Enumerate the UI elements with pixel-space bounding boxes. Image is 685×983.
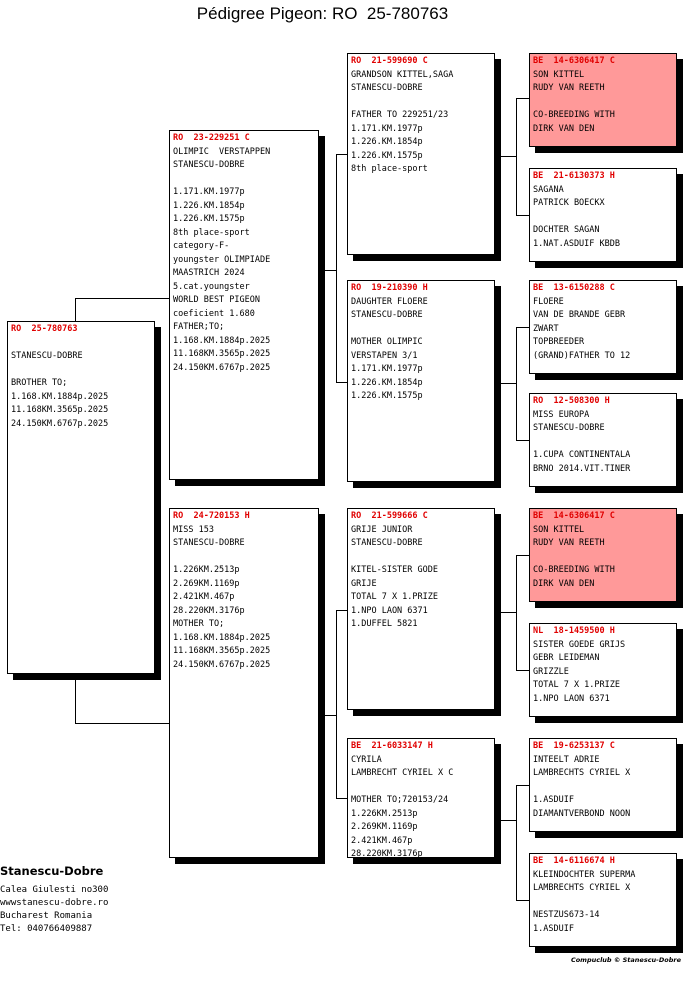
ring-number: BE 19-6253137 C xyxy=(533,741,615,751)
card-text-line: ZWART xyxy=(533,323,559,334)
card-text-line: 2.421KM.467p xyxy=(351,835,413,846)
pigeon-card-dam-dam xyxy=(347,738,495,858)
ring-number: BE 14-6306417 C xyxy=(533,56,615,66)
card-text-line: 1.DUFFEL 5821 xyxy=(351,619,418,629)
connector-line xyxy=(516,327,529,328)
card-text-line: MOTHER TO;720153/24 xyxy=(351,795,449,805)
card-text-line: SAGANA xyxy=(533,184,564,195)
card-text-line xyxy=(533,96,673,110)
card-text-line xyxy=(533,211,673,225)
card-text-line: SISTER GOEDE GRIJS xyxy=(533,639,626,650)
card-text-line: 24.150KM.6767p.2025 xyxy=(173,362,271,373)
connector-line xyxy=(75,723,169,724)
card-text-line: 1.171.KM.1977p xyxy=(173,187,245,197)
connector-line xyxy=(516,670,529,671)
card-text-line: CO-BREEDING WITH xyxy=(533,565,615,575)
card-text-line: STANESCU-DOBRE xyxy=(533,423,605,433)
ring-number: RO 21-599666 C xyxy=(351,511,428,521)
card-text-line xyxy=(533,436,673,450)
pigeon-card-sire xyxy=(169,130,319,480)
connector-line xyxy=(501,820,516,821)
card-text-line: 24.150KM.6767p.2025 xyxy=(173,659,271,670)
connector-line xyxy=(336,154,337,382)
connector-line xyxy=(501,156,516,157)
card-text-line: KLEINDOCHTER SUPERMA xyxy=(533,869,636,880)
card-text-line xyxy=(351,551,491,565)
pigeon-card-dam-dam-sire xyxy=(529,738,677,832)
card-text-line: SON KITTEL xyxy=(533,69,585,80)
pigeon-card-dam-dam-dam xyxy=(529,853,677,947)
card-text-line: youngster OLIMPIADE xyxy=(173,254,271,265)
card-text-line: CYRILA xyxy=(351,754,382,765)
card-text-line: CO-BREEDING WITH xyxy=(533,110,615,120)
card-text-line: 1.NPO LAON 6371 xyxy=(533,693,610,704)
page-title: Pédigree Pigeon: RO 25-780763 xyxy=(196,4,449,23)
connector-line xyxy=(516,785,529,786)
card-text-line: STANESCU-DOBRE xyxy=(173,538,245,548)
connector-line xyxy=(516,440,529,441)
ring-number: BE 21-6130373 H xyxy=(533,171,615,181)
card-text-line: 11.168KM.3565p.2025 xyxy=(11,405,109,415)
card-text-line: 1.168.KM.1884p.2025 xyxy=(173,632,271,643)
card-text-line: FATHER TO 229251/23 xyxy=(351,110,449,120)
card-text-line: 2.269KM.1169p xyxy=(351,822,418,832)
pigeon-card-subject xyxy=(7,321,155,674)
card-text-line: TOPBREEDER xyxy=(533,337,585,347)
ring-number: RO 19-210390 H xyxy=(351,283,428,293)
pigeon-card-sire-dam-dam xyxy=(529,393,677,487)
card-text-line: FATHER;TO; xyxy=(173,322,225,332)
card-text-line: DAUGHTER FLOERE xyxy=(351,296,428,307)
ring-number: BE 21-6033147 H xyxy=(351,741,433,751)
card-text-line: 1.ASDUIF xyxy=(533,923,574,934)
card-text-line: RUDY VAN REETH xyxy=(533,538,605,548)
card-text-line: 1.226.KM.1854p xyxy=(351,137,423,147)
card-text-line: 11.168KM.3565p.2025 xyxy=(173,646,271,656)
card-text-line: 8th place-sport xyxy=(173,227,250,238)
connector-line xyxy=(501,383,516,384)
card-text-line: 1.226.KM.1575p xyxy=(351,150,423,161)
ring-number: RO 23-229251 C xyxy=(173,133,250,143)
card-text-line: FLOERE xyxy=(533,296,564,307)
card-text-line: 11.168KM.3565p.2025 xyxy=(173,349,271,359)
pigeon-card-dam xyxy=(169,508,319,858)
pigeon-card-sire-sire-sire xyxy=(529,53,677,147)
connector-line xyxy=(325,715,336,716)
card-text-line: 5.cat.youngster xyxy=(173,281,250,292)
card-text-line: coeficient 1.680 xyxy=(173,308,255,319)
card-text-line: GRIJE xyxy=(351,578,377,589)
card-text-line: MISS 153 xyxy=(173,524,214,535)
card-text-line: DIAMANTVERBOND NOON xyxy=(533,808,631,819)
owner-city: Bucharest Romania xyxy=(0,911,93,921)
card-text-line: 8th place-sport xyxy=(351,164,428,174)
pigeon-card-sire-sire xyxy=(347,53,495,255)
owner-address: Calea Giulesti no300 xyxy=(0,885,109,895)
card-text-line: BROTHER TO; xyxy=(11,378,68,388)
card-text-line xyxy=(11,364,151,378)
card-text-line xyxy=(533,551,673,565)
card-text-line: GRIZZLE xyxy=(533,666,569,677)
card-text-line xyxy=(173,551,315,565)
card-text-line: 1.226.KM.1575p xyxy=(351,391,423,401)
card-text-line: 1.CUPA CONTINENTALA xyxy=(533,450,631,460)
card-text-line: NESTZUS673-14 xyxy=(533,910,600,920)
connector-line xyxy=(336,610,347,611)
card-text-line: SON KITTEL xyxy=(533,524,585,535)
connector-line xyxy=(516,785,517,900)
card-text-line: GRIJE JUNIOR xyxy=(351,524,413,535)
ring-number: RO 21-599690 C xyxy=(351,56,428,66)
connector-line xyxy=(325,270,336,271)
footer-credit: Compuclub © Stanescu-Dobre xyxy=(570,956,681,964)
card-text-line: RUDY VAN REETH xyxy=(533,83,605,93)
card-text-line xyxy=(351,323,491,337)
owner-website: wwwstanescu-dobre.ro xyxy=(0,898,109,908)
card-text-line: STANESCU-DOBRE xyxy=(351,83,423,93)
pigeon-card-dam-sire-sire xyxy=(529,508,677,602)
card-text-line: 1.226.KM.1575p xyxy=(173,214,245,224)
card-text-line: STANESCU-DOBRE xyxy=(173,160,245,170)
card-text-line: MAASTRICH 2024 xyxy=(173,268,245,278)
connector-line xyxy=(516,98,517,215)
card-text-line: MOTHER TO; xyxy=(173,619,225,629)
card-text-line: VAN DE BRANDE GEBR xyxy=(533,310,626,320)
card-text-line: 2.269KM.1169p xyxy=(173,578,240,589)
card-text-line: DOCHTER SAGAN xyxy=(533,225,600,235)
card-text-line xyxy=(533,781,673,795)
ring-number: RO 24-720153 H xyxy=(173,511,250,521)
ring-number: BE 14-6306417 C xyxy=(533,511,615,521)
connector-line xyxy=(75,680,76,723)
card-text-line: DIRK VAN DEN xyxy=(533,578,595,589)
card-text-line: 1.171.KM.1977p xyxy=(351,123,423,134)
pigeon-card-dam-sire xyxy=(347,508,495,710)
card-text-line: 1.226KM.2513p xyxy=(351,808,418,819)
connector-line xyxy=(75,298,76,321)
card-text-line: (GRAND)FATHER TO 12 xyxy=(533,350,631,361)
card-text-line: STANESCU-DOBRE xyxy=(351,310,423,320)
connector-line xyxy=(336,382,347,383)
owner-info xyxy=(0,864,108,936)
card-text-line: OLIMPIC VERSTAPPEN xyxy=(173,146,271,157)
ring-number: NL 18-1459500 H xyxy=(533,626,615,636)
connector-line xyxy=(501,612,516,613)
card-text-line: KITEL-SISTER GODE xyxy=(351,565,438,575)
connector-line xyxy=(516,555,517,670)
connector-line xyxy=(336,610,337,798)
card-text-line: 1.226KM.2513p xyxy=(173,565,240,575)
card-text-line: LAMBRECHT CYRIEL X C xyxy=(351,768,454,778)
card-text-line: DIRK VAN DEN xyxy=(533,123,595,134)
pigeon-card-sire-sire-dam xyxy=(529,168,677,262)
card-text-line: 24.150KM.6767p.2025 xyxy=(11,418,109,429)
card-text-line xyxy=(351,781,491,795)
ring-number: RO 25-780763 xyxy=(11,324,78,334)
connector-line xyxy=(516,900,529,901)
card-text-line: TOTAL 7 X 1.PRIZE xyxy=(351,592,438,602)
card-text-line: INTEELT ADRIE xyxy=(533,754,600,765)
card-text-line xyxy=(533,896,673,910)
pigeon-card-sire-dam xyxy=(347,280,495,482)
card-text-line: 1.NAT.ASDUIF KBDB xyxy=(533,238,620,249)
owner-name: Stanescu-Dobre xyxy=(0,864,104,878)
card-text-line: 2.421KM.467p xyxy=(173,592,235,602)
pigeon-card-sire-dam-sire xyxy=(529,280,677,374)
ring-number: BE 13-6150288 C xyxy=(533,283,615,293)
card-text-line: STANESCU-DOBRE xyxy=(11,351,83,361)
connector-line xyxy=(336,154,347,155)
card-text-line: 1.168.KM.1884p.2025 xyxy=(173,335,271,346)
card-text-line: GRANDSON KITTEL,SAGA xyxy=(351,69,454,80)
card-text-line: TOTAL 7 X 1.PRIZE xyxy=(533,680,620,690)
connector-line xyxy=(336,798,347,799)
card-text-line: WORLD BEST PIGEON xyxy=(173,295,260,305)
pigeon-card-dam-sire-dam xyxy=(529,623,677,717)
card-text-line: MOTHER OLIMPIC xyxy=(351,337,423,347)
card-text-line: MISS EUROPA xyxy=(533,409,590,420)
card-text-line xyxy=(173,173,315,187)
ring-number: BE 14-6116674 H xyxy=(533,856,615,866)
owner-phone: Tel: 040766409887 xyxy=(0,924,93,934)
card-text-line: STANESCU-DOBRE xyxy=(351,538,423,548)
card-text-line: category-F- xyxy=(173,241,230,251)
card-text-line: 1.226.KM.1854p xyxy=(351,377,423,388)
card-text-line: VERSTAPEN 3/1 xyxy=(351,350,418,361)
card-text-line: LAMBRECHTS CYRIEL X xyxy=(533,768,631,778)
ring-number: RO 12-508300 H xyxy=(533,396,610,406)
card-text-line: GEBR LEIDEMAN xyxy=(533,653,600,663)
card-text-line: 1.NPO LAON 6371 xyxy=(351,605,428,616)
card-text-line xyxy=(11,337,151,351)
card-text-line: 28.220KM.3176p xyxy=(173,605,245,616)
card-text-line: PATRICK BOECKX xyxy=(533,198,605,208)
card-text-line: 1.168.KM.1884p.2025 xyxy=(11,391,109,402)
connector-line xyxy=(516,98,529,99)
card-text-line: 1.226.KM.1854p xyxy=(173,200,245,211)
card-text-line: 1.ASDUIF xyxy=(533,795,574,805)
card-text-line: LAMBRECHTS CYRIEL X xyxy=(533,883,631,893)
connector-line xyxy=(75,298,169,299)
connector-line xyxy=(516,555,529,556)
connector-line xyxy=(516,327,517,440)
card-text-line xyxy=(351,96,491,110)
connector-line xyxy=(516,215,529,216)
card-text-line: 1.171.KM.1977p xyxy=(351,364,423,374)
card-text-line: 28.220KM.3176p xyxy=(351,849,423,858)
card-text-line: BRNO 2014.VIT.TINER xyxy=(533,463,631,474)
